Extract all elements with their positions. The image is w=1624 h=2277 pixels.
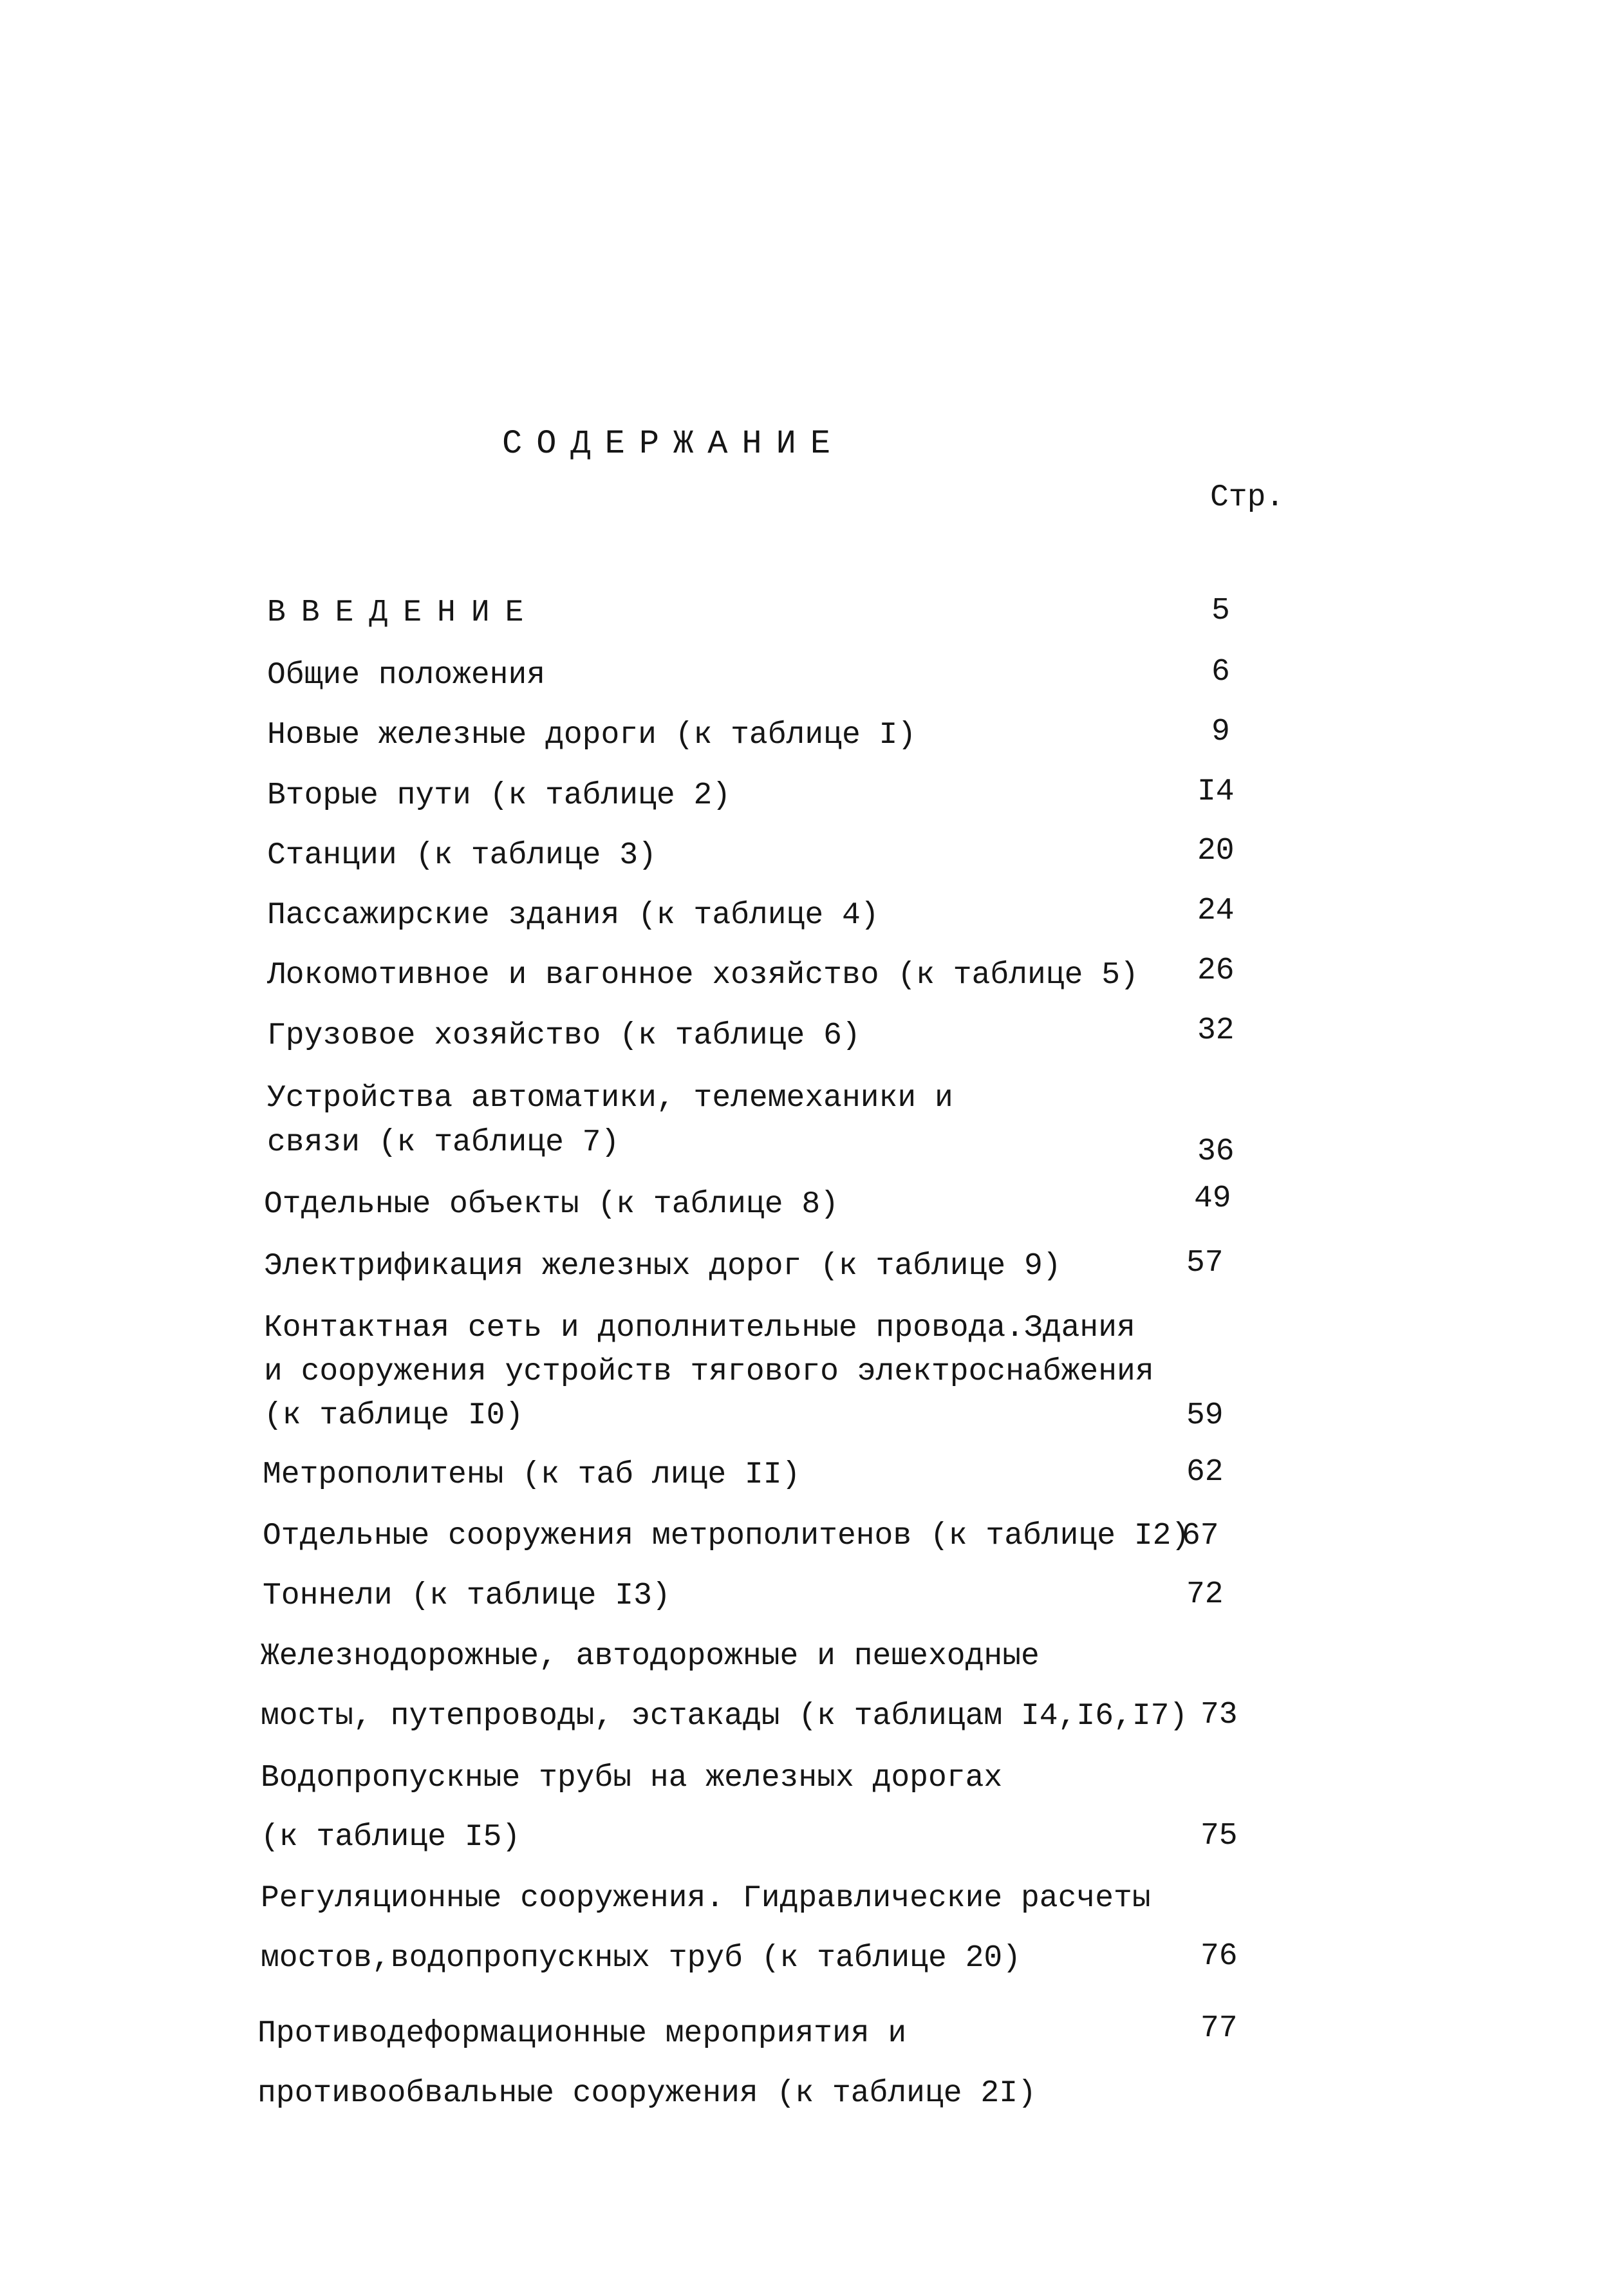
toc-entry-text: и сооружения устройств тягового электроснабжения xyxy=(264,1354,1154,1389)
toc-entry-text: Станции (к таблице 3) xyxy=(267,838,657,873)
toc-entry-text: Устройства автоматики, телемеханики и xyxy=(267,1081,953,1116)
toc-page-number: 20 xyxy=(1197,834,1235,868)
toc-page-number: 59 xyxy=(1186,1398,1224,1433)
toc-page-number: 6 xyxy=(1211,655,1230,689)
toc-page-number: 24 xyxy=(1197,894,1235,928)
toc-page-number: 9 xyxy=(1211,715,1230,749)
toc-entry-text: Электрификация железных дорог (к таблице 9) xyxy=(264,1249,1061,1284)
toc-page-number: 26 xyxy=(1197,953,1235,988)
toc-entry-text: Локомотивное и вагонное хозяйство (к таблице 5) xyxy=(267,958,1139,993)
toc-entry-text: Новые железные дороги (к таблице I) xyxy=(267,718,917,753)
toc-entry-text: Водопропускные трубы на железных дорогах xyxy=(261,1761,1003,1795)
page-column-label: Стр. xyxy=(1210,480,1285,515)
toc-page-number: 62 xyxy=(1186,1455,1224,1490)
page-title: СОДЕРЖАНИЕ xyxy=(502,425,845,463)
toc-page-number: 5 xyxy=(1211,594,1230,628)
toc-entry-text: Контактная сеть и дополнительные провода.Здания xyxy=(264,1311,1135,1345)
toc-page-number: 77 xyxy=(1200,2011,1238,2046)
toc-entry-text: (к таблице I5) xyxy=(261,1820,521,1855)
toc-page-number: I4 xyxy=(1197,774,1235,809)
toc-page-number: 49 xyxy=(1194,1181,1231,1216)
toc-entry-text: мостов,водопропускных труб (к таблице 20) xyxy=(261,1941,1021,1976)
toc-entry-text: Отдельные сооружения метрополитенов (к таблице I2) xyxy=(263,1519,1190,1553)
toc-entry-text: противообвальные сооружения (к таблице 2I) xyxy=(257,2076,1036,2111)
toc-page-number: 36 xyxy=(1197,1134,1235,1169)
toc-entry-text: Регуляционные сооружения. Гидравлические расчеты xyxy=(261,1881,1151,1916)
toc-entry-text: Отдельные объекты (к таблице 8) xyxy=(264,1187,839,1222)
toc-entry-text: мосты, путепроводы, эстакады (к таблицам I4,I6,I7) xyxy=(261,1699,1188,1734)
toc-entry-text: Противодеформационные мероприятия и xyxy=(257,2016,907,2051)
toc-entry-text: Тоннели (к таблице I3) xyxy=(263,1579,671,1613)
toc-entry-text: Общие положения xyxy=(267,658,546,693)
toc-entry-text: ВВЕДЕНИЕ xyxy=(267,595,539,630)
toc-entry-text: Пассажирские здания (к таблице 4) xyxy=(267,898,879,933)
toc-entry-text: Вторые пути (к таблице 2) xyxy=(267,778,731,813)
toc-page-number: 57 xyxy=(1186,1246,1224,1280)
toc-entry-text: Метрополитены (к таб лице II) xyxy=(263,1457,801,1492)
toc-entry-text: связи (к таблице 7) xyxy=(267,1125,620,1160)
toc-page-number: 73 xyxy=(1200,1698,1238,1732)
toc-page-number: 76 xyxy=(1200,1939,1238,1974)
toc-page-number: 75 xyxy=(1200,1819,1238,1853)
toc-entry-text: Железнодорожные, автодорожные и пешеходные xyxy=(261,1639,1040,1674)
toc-entry-text: (к таблице I0) xyxy=(264,1398,524,1433)
toc-page-number: 67 xyxy=(1182,1519,1219,1553)
toc-entry-text: Грузовое хозяйство (к таблице 6) xyxy=(267,1018,861,1053)
toc-page-number: 72 xyxy=(1186,1577,1224,1612)
toc-page-number: 32 xyxy=(1197,1013,1235,1048)
